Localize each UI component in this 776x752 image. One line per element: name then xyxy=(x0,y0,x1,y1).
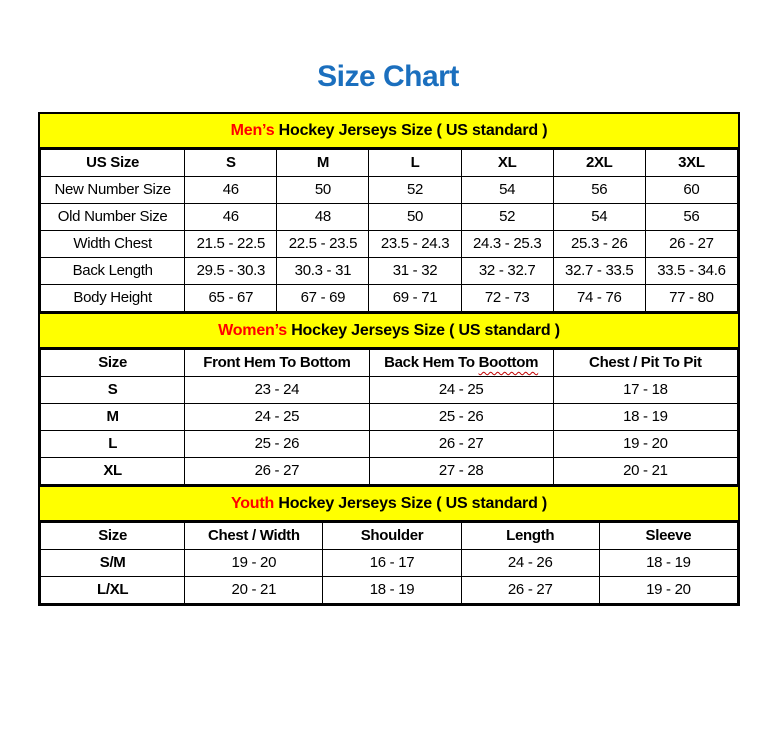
mens-cell: 30.3 - 31 xyxy=(277,258,369,285)
womens-row xyxy=(41,458,738,485)
mens-cell: 26 - 27 xyxy=(645,231,737,258)
womens-section xyxy=(40,312,738,485)
mens-cell: 32.7 - 33.5 xyxy=(553,258,645,285)
mens-cell: 29.5 - 30.3 xyxy=(185,258,277,285)
youth-cell: 18 - 19 xyxy=(323,577,461,604)
mens-row xyxy=(41,285,738,312)
mens-section-header-rest: Hockey Jerseys Size ( US standard ) xyxy=(274,122,548,139)
womens-cell: 26 - 27 xyxy=(369,431,553,458)
youth-cell: 19 - 20 xyxy=(185,550,323,577)
youth-column-header: Sleeve xyxy=(599,523,737,550)
mens-column-header: US Size xyxy=(41,150,185,177)
youth-cell: 19 - 20 xyxy=(599,577,737,604)
womens-cell: 26 - 27 xyxy=(185,458,369,485)
mens-cell: 46 xyxy=(185,177,277,204)
youth-row xyxy=(41,577,738,604)
womens-row-label: L xyxy=(41,431,185,458)
mens-column-header: 3XL xyxy=(645,150,737,177)
mens-section-header xyxy=(40,114,738,149)
womens-cell: 25 - 26 xyxy=(369,404,553,431)
womens-cell: 27 - 28 xyxy=(369,458,553,485)
mens-cell: 22.5 - 23.5 xyxy=(277,231,369,258)
womens-header-row xyxy=(41,350,738,377)
youth-section-header-rest: Hockey Jerseys Size ( US standard ) xyxy=(274,495,548,512)
mens-column-header: M xyxy=(277,150,369,177)
youth-cell: 18 - 19 xyxy=(599,550,737,577)
misspelled-word: Boottom xyxy=(478,354,539,371)
womens-cell: 24 - 25 xyxy=(185,404,369,431)
mens-cell: 48 xyxy=(277,204,369,231)
womens-column-header: Chest / Pit To Pit xyxy=(553,350,737,377)
mens-cell: 56 xyxy=(645,204,737,231)
size-chart xyxy=(38,112,740,606)
mens-cell: 50 xyxy=(369,204,461,231)
mens-section xyxy=(40,114,738,312)
mens-column-header: S xyxy=(185,150,277,177)
mens-cell: 74 - 76 xyxy=(553,285,645,312)
womens-row xyxy=(41,431,738,458)
mens-cell: 23.5 - 24.3 xyxy=(369,231,461,258)
womens-column-header: Size xyxy=(41,350,185,377)
mens-cell: 52 xyxy=(369,177,461,204)
womens-cell: 20 - 21 xyxy=(553,458,737,485)
mens-cell: 32 - 32.7 xyxy=(461,258,553,285)
mens-cell: 52 xyxy=(461,204,553,231)
mens-row-label: Body Height xyxy=(41,285,185,312)
youth-cell: 20 - 21 xyxy=(185,577,323,604)
womens-row xyxy=(41,404,738,431)
mens-row xyxy=(41,258,738,285)
mens-column-header: XL xyxy=(461,150,553,177)
mens-cell: 50 xyxy=(277,177,369,204)
youth-cell: 16 - 17 xyxy=(323,550,461,577)
mens-row xyxy=(41,177,738,204)
mens-cell: 21.5 - 22.5 xyxy=(185,231,277,258)
youth-section-header xyxy=(40,485,738,522)
mens-cell: 33.5 - 34.6 xyxy=(645,258,737,285)
womens-cell: 23 - 24 xyxy=(185,377,369,404)
youth-cell: 24 - 26 xyxy=(461,550,599,577)
mens-cell: 24.3 - 25.3 xyxy=(461,231,553,258)
mens-cell: 72 - 73 xyxy=(461,285,553,312)
youth-column-header: Size xyxy=(41,523,185,550)
mens-cell: 54 xyxy=(553,204,645,231)
womens-row-label: XL xyxy=(41,458,185,485)
mens-cell: 25.3 - 26 xyxy=(553,231,645,258)
mens-row-label: New Number Size xyxy=(41,177,185,204)
mens-cell: 60 xyxy=(645,177,737,204)
mens-section-header-highlight: Men’s xyxy=(230,122,275,139)
mens-cell: 31 - 32 xyxy=(369,258,461,285)
womens-cell: 18 - 19 xyxy=(553,404,737,431)
womens-cell: 24 - 25 xyxy=(369,377,553,404)
mens-cell: 69 - 71 xyxy=(369,285,461,312)
mens-row-label: Width Chest xyxy=(41,231,185,258)
youth-section-header-highlight: Youth xyxy=(230,495,275,512)
mens-column-header: 2XL xyxy=(553,150,645,177)
youth-section xyxy=(40,485,738,604)
mens-cell: 67 - 69 xyxy=(277,285,369,312)
womens-row xyxy=(41,377,738,404)
youth-column-header: Length xyxy=(461,523,599,550)
mens-header-row xyxy=(41,150,738,177)
womens-column-header: Front Hem To Bottom xyxy=(185,350,369,377)
youth-row-label: L/XL xyxy=(41,577,185,604)
mens-cell: 56 xyxy=(553,177,645,204)
youth-column-header: Shoulder xyxy=(323,523,461,550)
womens-column-header: Back Hem To Boottom xyxy=(369,350,553,377)
mens-row-label: Back Length xyxy=(41,258,185,285)
youth-row-label: S/M xyxy=(41,550,185,577)
youth-cell: 26 - 27 xyxy=(461,577,599,604)
mens-row-label: Old Number Size xyxy=(41,204,185,231)
womens-section-header-highlight: Women’s xyxy=(218,322,287,339)
mens-cell: 65 - 67 xyxy=(185,285,277,312)
mens-cell: 46 xyxy=(185,204,277,231)
womens-cell: 25 - 26 xyxy=(185,431,369,458)
womens-section-header-rest: Hockey Jerseys Size ( US standard ) xyxy=(286,322,560,339)
womens-row-label: S xyxy=(41,377,185,404)
mens-column-header: L xyxy=(369,150,461,177)
mens-row xyxy=(41,204,738,231)
womens-cell: 19 - 20 xyxy=(553,431,737,458)
mens-cell: 54 xyxy=(461,177,553,204)
womens-row-label: M xyxy=(41,404,185,431)
mens-size-table xyxy=(40,149,738,312)
womens-section-header xyxy=(40,312,738,349)
youth-size-table xyxy=(40,522,738,604)
womens-cell: 17 - 18 xyxy=(553,377,737,404)
page-title: Size Chart xyxy=(317,60,459,93)
youth-column-header: Chest / Width xyxy=(185,523,323,550)
youth-row xyxy=(41,550,738,577)
mens-cell: 77 - 80 xyxy=(645,285,737,312)
womens-size-table xyxy=(40,349,738,485)
youth-header-row xyxy=(41,523,738,550)
mens-row xyxy=(41,231,738,258)
